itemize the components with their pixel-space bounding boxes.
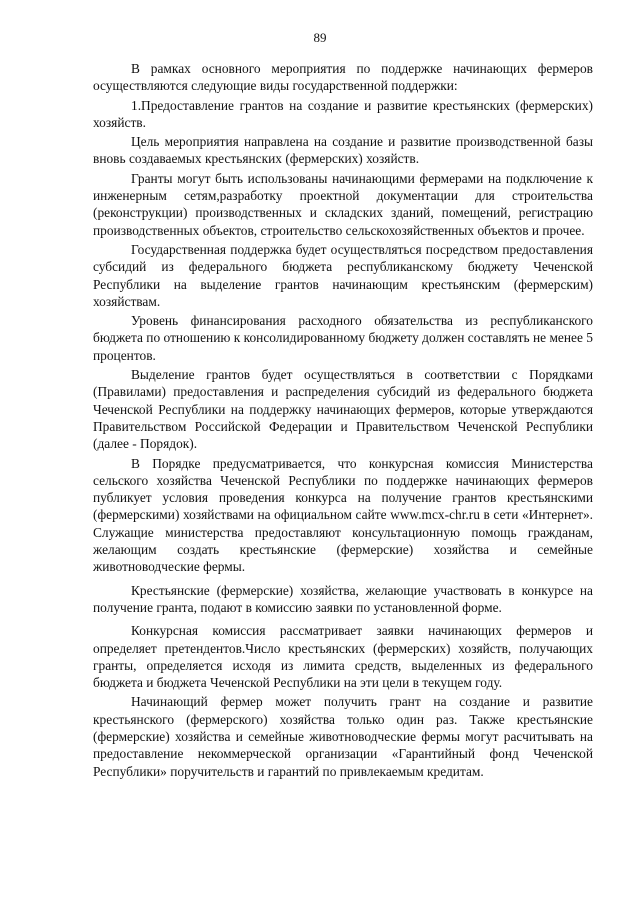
- paragraph-one-grant: Начинающий фермер может получить грант на создание и развитие крестьянского (фермерского) хозяйства только один раз. Также крестьянские (фермерские) хозяйства и семейные животноводческие фермы могут расчитывать на предоставление некоммерческой организации «Гарантийный фонд Чеченской Республики» поручительств и гарантий по привлекаемым кредитам.: [93, 694, 593, 779]
- page-number: 89: [313, 30, 327, 45]
- paragraph-goal: Цель мероприятия направлена на создание и развитие производственной базы вновь создаваемых крестьянских (фермерских) хозяйств.: [93, 134, 593, 167]
- paragraph-state-support: Государственная поддержка будет осуществляться посредством предоставления субсидий из федерального бюджета республиканскому бюджету Чеченской Республики на выделение грантов начинающим крестьянским (фермерским) хозяйствам.: [93, 241, 593, 309]
- paragraph-procedure: В Порядке предусматривается, что конкурсная комиссия Министерства сельского хозяйства Чеченской Республики по поддержке начинающих фермеров публикует условия проведения конкурса на получение грантов крестьянскими (фермерскими) хозяйствами на официальном сайте www.mcx-chr.ru в сети «Интернет». Служащие министерства предоставляют консультационную помощь гражданам, желающим создать крестьянские (фермерские) хозяйства и семейные животноводческие фермы.: [93, 455, 593, 575]
- paragraph-applications: Крестьянские (фермерские) хозяйства, желающие участвовать в конкурсе на получение гранта, подают в комиссию заявки по установленной форме.: [93, 582, 593, 615]
- paragraph-commission: Конкурсная комиссия рассматривает заявки начинающих фермеров и определяет претендентов.Число крестьянских (фермерских) хозяйств, получающих гранты, определяется исходя из лимита средств, выделенных из федерального бюджета и бюджета Чеченской Республики на эти цели в текущем году.: [93, 623, 593, 691]
- paragraph-grant-usage: Гранты могут быть использованы начинающими фермерами на подключение к инженерным сетям,разработку проектной документации для строительства (реконструкции) производственных и складских зданий, помещений, регистрацию производственных объектов, строительство сельскохозяйственных объектов и прочее.: [93, 170, 593, 238]
- paragraph-intro: В рамках основного мероприятия по поддержке начинающих фермеров осуществляются следующие виды государственной поддержки:: [93, 61, 593, 94]
- paragraph-allocation: Выделение грантов будет осуществляться в соответствии с Порядками (Правилами) предоставления и распределения субсидий из федерального бюджета Чеченской Республики на поддержку начинающих фермеров, которые утверждаются Правительством Российской Федерации и Правительством Чеченской Республики (далее - Порядок).: [93, 367, 593, 452]
- paragraph-funding-level: Уровень финансирования расходного обязательства из республиканского бюджета по отношению к консолидированному бюджету должен составлять не менее 5 процентов.: [93, 313, 593, 363]
- paragraph-grants-item: 1.Предоставление грантов на создание и развитие крестьянских (фермерских) хозяйств.: [93, 97, 593, 130]
- document-body: [93, 60, 593, 782]
